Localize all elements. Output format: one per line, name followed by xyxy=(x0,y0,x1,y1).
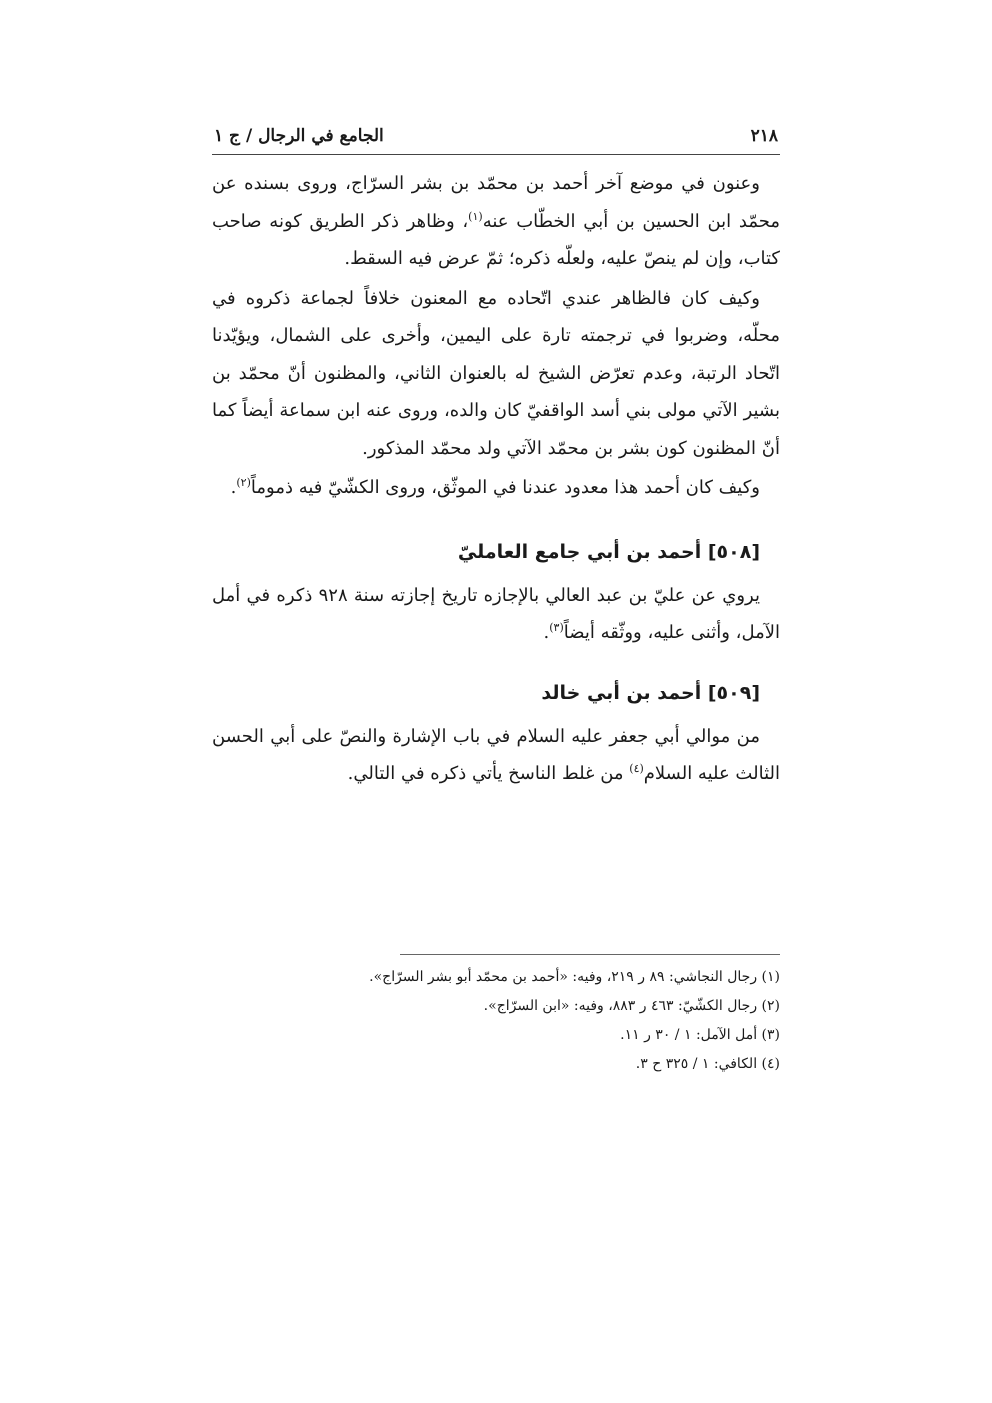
paragraph-1-text-b: ، وظاهر ذكر الطريق كونه صاحب كتاب، وإن لم ينصّ عليه، ولعلّه ذكره؛ ثمّ عرض فيه السقط. xyxy=(212,210,780,269)
paragraph-1-text-a: وعنون في موضع آخر أحمد بن محمّد بن بشر السرّاج، وروى بسنده عن محمّد ابن الحسين بن أبي الخطّاب عنه xyxy=(212,173,780,232)
footnote-ref-2: (٢) xyxy=(236,476,251,489)
entry-509-body-b: من غلط الناسخ يأتي ذكره في التالي. xyxy=(347,763,630,784)
footnote-4: (٤) الكافي: ١ / ٣٢٥ ح ٣. xyxy=(635,1056,780,1072)
paragraph-3-end: . xyxy=(230,477,237,498)
footnote-3: (٣) أمل الآمل: ١ / ٣٠ ر ١١. xyxy=(620,1027,780,1043)
footnote-ref-3: (٣) xyxy=(549,621,564,634)
page-number: ٢١٨ xyxy=(750,126,778,146)
footnote-ref-4: (٤) xyxy=(629,762,644,775)
running-title: الجامع في الرجال / ج ١ xyxy=(214,126,384,146)
entry-508-text xyxy=(212,577,780,652)
entry-508-end: . xyxy=(543,622,550,643)
entry-509-text xyxy=(212,718,780,793)
main-text xyxy=(212,165,780,793)
paragraph-3-text: وكيف كان أحمد هذا معدود عندنا في الموثّق، وروى الكشّيّ فيه ذموماً xyxy=(250,477,760,498)
footnote-1: (١) رجال النجاشي: ٨٩ ر ٢١٩، وفيه: «أحمد بن محمّد أبو بشر السرّاج». xyxy=(369,969,780,985)
paragraph-3 xyxy=(212,469,780,507)
footnote-ref-1: (١) xyxy=(468,209,483,223)
entry-508-body: يروي عن عليّ بن عبد العالي بالإجازه تاريخ إجازته سنة ٩٢٨ ذكره في أمل الآمل، وأثنى عليه، ووثّقه أيضاً xyxy=(212,584,780,643)
footnote-divider xyxy=(400,954,780,955)
entry-509-title: [٥٠٩] أحمد بن أبي خالد xyxy=(541,681,760,704)
page-header xyxy=(212,118,780,155)
paragraph-1 xyxy=(212,165,780,278)
entry-508-title: [٥٠٨] أحمد بن أبي جامع العامليّ xyxy=(457,540,760,563)
footnotes xyxy=(212,954,780,1079)
entry-509-body-a: من موالي أبي جعفر عليه السلام في باب الإشارة والنصّ على أبي الحسن الثالث عليه السلام xyxy=(212,725,780,784)
book-page xyxy=(212,118,780,1072)
paragraph-2: وكيف كان فالظاهر عندي اتّحاده مع المعنون خلافاً لجماعة ذكروه في محلّه، وضربوا في ترجمته تارة على اليمين، وأخرى على الشمال، ويؤيّدنا اتّحاد الرتبة، وعدم تعرّض الشيخ له بالعنوان الثاني، والمظنون أنّ محمّد بن بشير الآتي مولى بني أسد الواقفيّ كان والده، وروى عنه ابن سماعة أيضاً كما أنّ المظنون كون بشر بن محمّد الآتي ولد محمّد المذكور. xyxy=(212,287,780,459)
footnote-2: (٢) رجال الكشّيّ: ٤٦٣ ر ٨٨٣، وفيه: «ابن السرّاج». xyxy=(483,998,780,1014)
